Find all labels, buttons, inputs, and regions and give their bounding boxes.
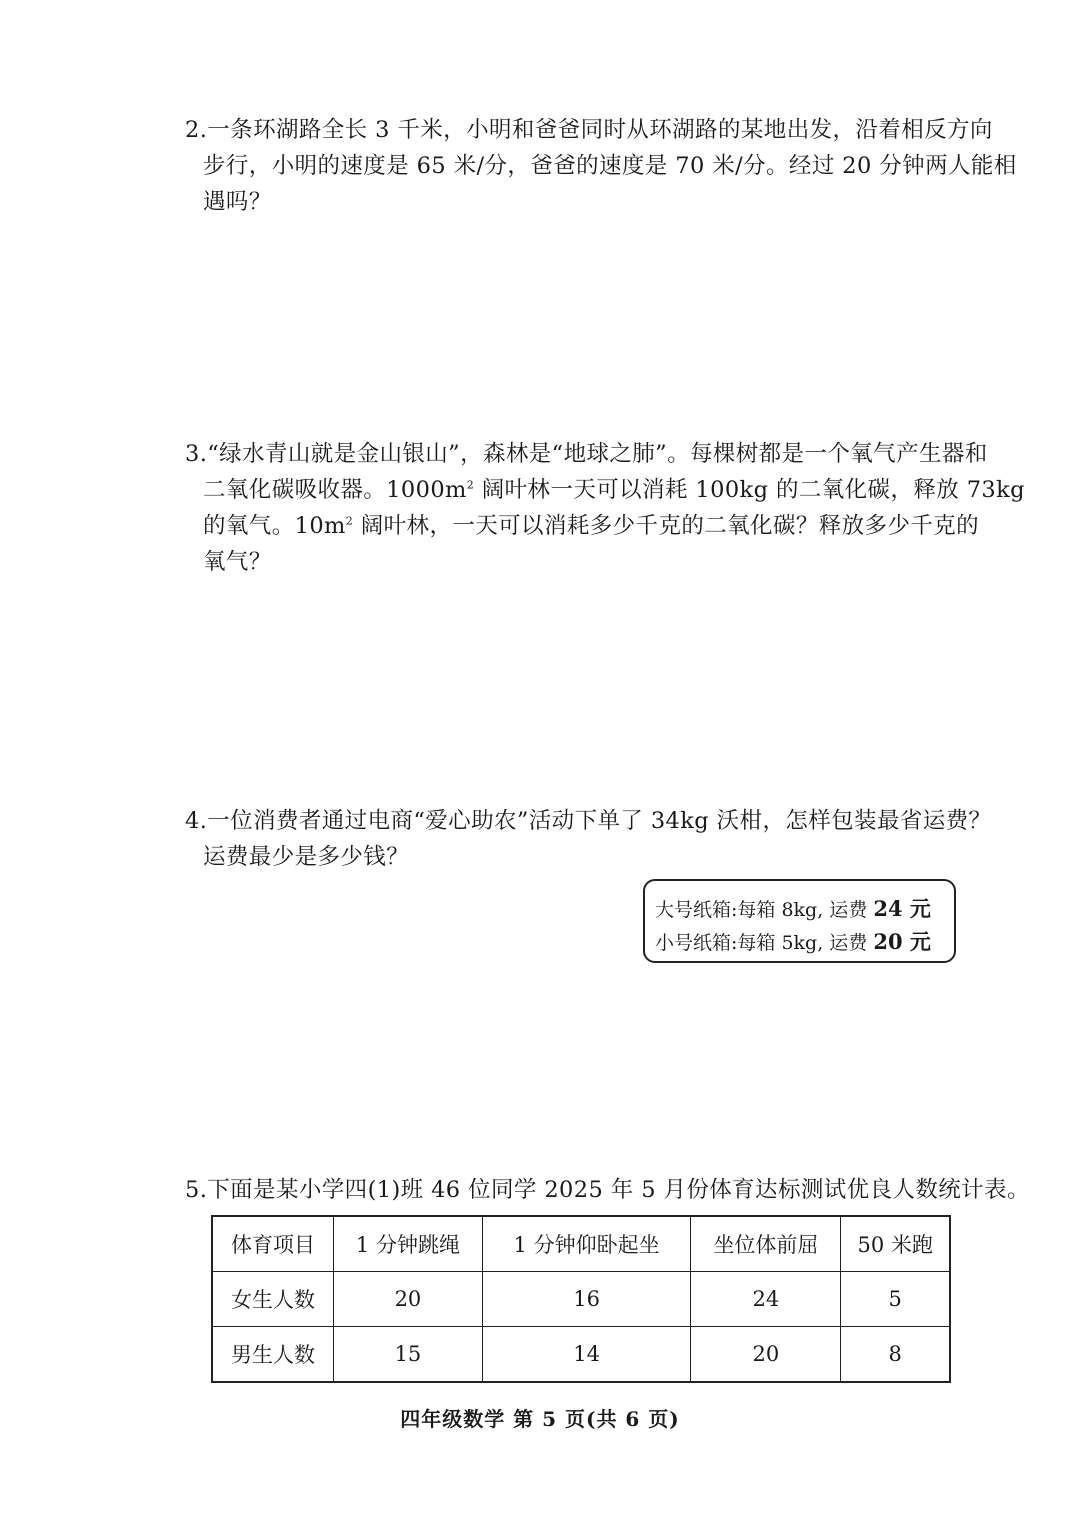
question-2-line-1: 2.一条环湖路全长 3 千米，小明和爸爸同时从环湖路的某地出发，沿着相反方向 bbox=[185, 117, 993, 143]
question-3-line-2-end: 阔叶林一天可以消耗 100kg 的二氧化碳，释放 73kg bbox=[474, 477, 1025, 503]
question-4 bbox=[185, 803, 992, 875]
table-cell: 坐位体前屈 bbox=[691, 1216, 841, 1272]
large-box-price: 24 元 bbox=[873, 896, 931, 921]
question-4-line-1: 4.一位消费者通过电商“爱心助农”活动下单了 34kg 沃柑，怎样包装最省运费？ bbox=[185, 808, 992, 834]
table-cell: 8 bbox=[841, 1327, 950, 1383]
table-cell: 15 bbox=[334, 1327, 483, 1383]
shipping-price-box bbox=[643, 879, 956, 963]
question-3-line-1: 3.“绿水青山就是金山银山”，森林是“地球之肺”。每棵树都是一个氧气产生器和 bbox=[185, 441, 988, 467]
table-cell: 16 bbox=[482, 1272, 690, 1327]
superscript-2: 2 bbox=[345, 514, 354, 528]
sports-stats-table bbox=[211, 1215, 951, 1383]
small-box-price: 20 元 bbox=[873, 929, 931, 954]
small-box-label: 小号纸箱:每箱 5kg, 运费 bbox=[655, 932, 868, 954]
question-5-line-1: 5.下面是某小学四(1)班 46 位同学 2025 年 5 月份体育达标测试优良人数统计表。 bbox=[185, 1177, 1030, 1203]
table-cell: 男生人数 bbox=[212, 1327, 334, 1383]
question-4-line-2: 运费最少是多少钱？ bbox=[203, 844, 410, 870]
table-cell: 14 bbox=[482, 1327, 690, 1383]
table-cell: 体育项目 bbox=[212, 1216, 334, 1272]
question-3-line-2 bbox=[185, 472, 1025, 508]
table-cell: 1 分钟仰卧起坐 bbox=[482, 1216, 690, 1272]
table-cell: 5 bbox=[841, 1272, 950, 1327]
table-cell: 20 bbox=[691, 1327, 841, 1383]
question-3-line-2-start: 二氧化碳吸收器。1000m bbox=[203, 477, 467, 503]
question-3 bbox=[185, 436, 1025, 580]
superscript-2: 2 bbox=[466, 478, 475, 492]
large-box-price-row bbox=[655, 893, 954, 926]
table-cell: 女生人数 bbox=[212, 1272, 334, 1327]
page-footer: 四年级数学 第 5 页(共 6 页) bbox=[400, 1407, 680, 1431]
question-3-line-3 bbox=[185, 508, 980, 544]
large-box-label: 大号纸箱:每箱 8kg, 运费 bbox=[655, 899, 868, 921]
table-cell: 1 分钟跳绳 bbox=[334, 1216, 483, 1272]
question-3-line-3-end: 阔叶林，一天可以消耗多少千克的二氧化碳？释放多少千克的 bbox=[353, 513, 980, 539]
question-2 bbox=[185, 112, 1017, 220]
question-2-line-3: 遇吗？ bbox=[203, 189, 272, 215]
table-header-row bbox=[212, 1216, 950, 1272]
table-cell: 20 bbox=[334, 1272, 483, 1327]
question-2-line-2: 步行，小明的速度是 65 米/分，爸爸的速度是 70 米/分。经过 20 分钟两人能相 bbox=[203, 153, 1017, 179]
table-cell: 50 米跑 bbox=[841, 1216, 950, 1272]
question-3-line-4: 氧气？ bbox=[203, 549, 272, 575]
table-row-boys bbox=[212, 1327, 950, 1383]
question-5 bbox=[185, 1172, 1030, 1208]
table-cell: 24 bbox=[691, 1272, 841, 1327]
table-row-girls bbox=[212, 1272, 950, 1327]
question-3-line-3-start: 的氧气。10m bbox=[203, 513, 346, 539]
small-box-price-row bbox=[655, 926, 954, 959]
